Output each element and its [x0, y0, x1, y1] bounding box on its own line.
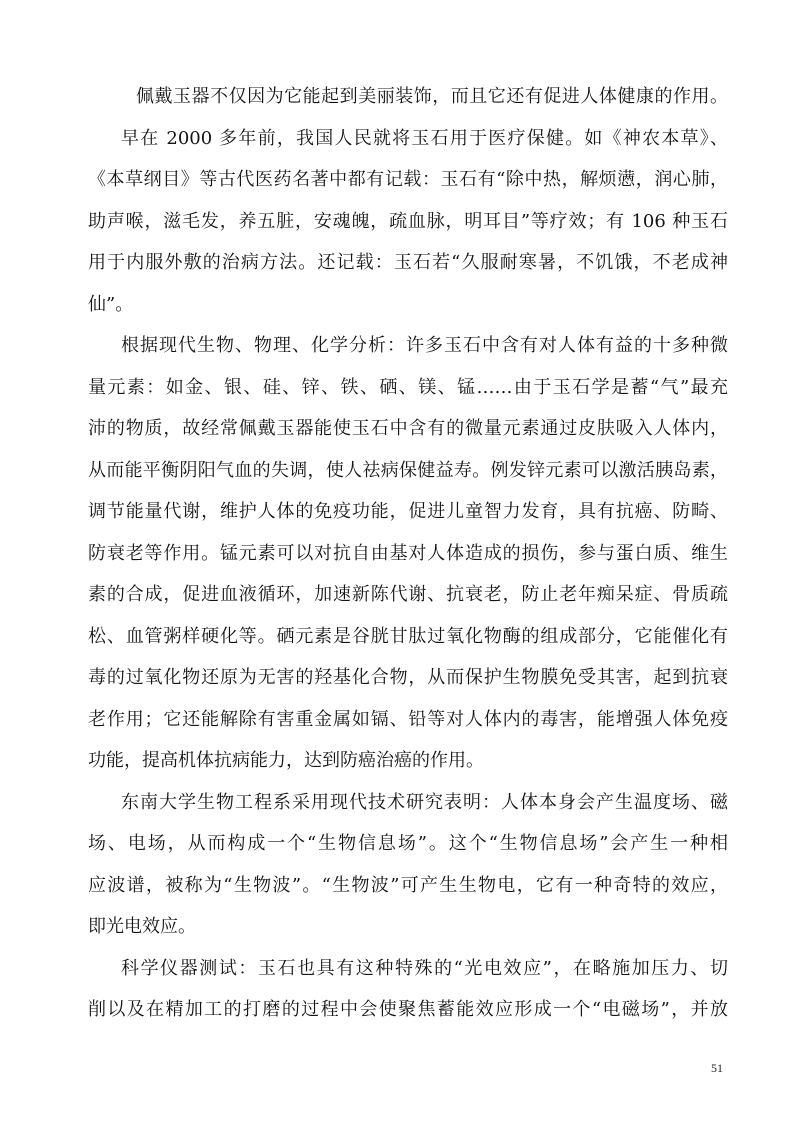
text-line: 根据现代生物、物理、化学分析：许多玉石中含有对人体有益的十多种微: [121, 335, 728, 356]
paragraph-1: [88, 76, 728, 118]
text-line: 科学仪器测试：玉石也具有这种特殊的“光电效应”，在略施加压力、切: [121, 957, 728, 979]
paragraph-4: [88, 782, 728, 948]
text-line: 从而能平衡阴阳气血的失调，使人祛病保健益寿。例发锌元素可以激活胰岛素，: [88, 459, 728, 481]
text-line: 功能，提高机体抗病能力，达到防癌治癌的作用。: [88, 750, 484, 771]
paragraph-5: [88, 948, 728, 1031]
paragraph-2: [88, 118, 728, 326]
text-line: 量元素：如金、银、硅、锌、铁、硒、镁、锰……由于玉石学是蓄“气”最充: [88, 376, 728, 398]
paragraph-3: [88, 325, 728, 782]
text-line: 仙”。: [88, 293, 134, 315]
text-line: 早在 2000 多年前，我国人民就将玉石用于医疗保健。如《神农本草》、: [121, 127, 728, 149]
text-line: 助声喉，滋毛发，养五脏，安魂魄，疏血脉，明耳目”等疗效；有 106 种玉石: [88, 210, 728, 232]
text-line: 《本草纲目》等古代医药名著中都有记载：玉石有“除中热，解烦懑，润心肺，: [88, 169, 728, 190]
text-line: 佩戴玉器不仅因为它能起到美丽装饰，而且它还有促进人体健康的作用。: [136, 86, 728, 107]
text-line: 松、血管粥样硬化等。硒元素是谷胱甘肽过氧化物酶的组成部分，它能催化有: [88, 625, 728, 647]
text-line: 毒的过氧化物还原为无害的羟基化合物，从而保护生物膜免受其害，起到抗衰: [88, 667, 728, 688]
text-line: 东南大学生物工程系采用现代技术研究表明：人体本身会产生温度场、磁: [121, 791, 728, 813]
text-line: 素的合成，促进血液循环，加速新陈代谢、抗衰老，防止老年痴呆症、骨质疏: [88, 584, 728, 605]
text-line: 沛的物质，故经常佩戴玉器能使玉石中含有的微量元素通过皮肤吸入人体内，: [88, 418, 728, 439]
page-number: 51: [711, 1061, 723, 1075]
body-text: [88, 76, 728, 1031]
text-line: 防衰老等作用。锰元素可以对抗自由基对人体造成的损伤，参与蛋白质、维生: [88, 542, 728, 564]
text-line: 应波谱，被称为“生物波”。“生物波”可产生生物电，它有一种奇特的效应，: [88, 874, 728, 896]
text-line: 老作用；它还能解除有害重金属如镉、铅等对人体内的毒害，能增强人体免疫: [88, 708, 728, 730]
text-line: 削以及在精加工的打磨的过程中会使聚焦蓄能效应形成一个“电磁场”，并放: [88, 999, 728, 1020]
text-line: 场、电场，从而构成一个“生物信息场”。这个“生物信息场”会产生一种相: [88, 833, 728, 854]
text-line: 用于内服外敷的治病方法。还记载：玉石若“久服耐寒暑，不饥饿，不老成神: [88, 252, 728, 273]
text-line: 即光电效应。: [88, 916, 196, 937]
text-line: 调节能量代谢，维护人体的免疫功能，促进儿童智力发育，具有抗癌、防畸、: [88, 501, 728, 522]
